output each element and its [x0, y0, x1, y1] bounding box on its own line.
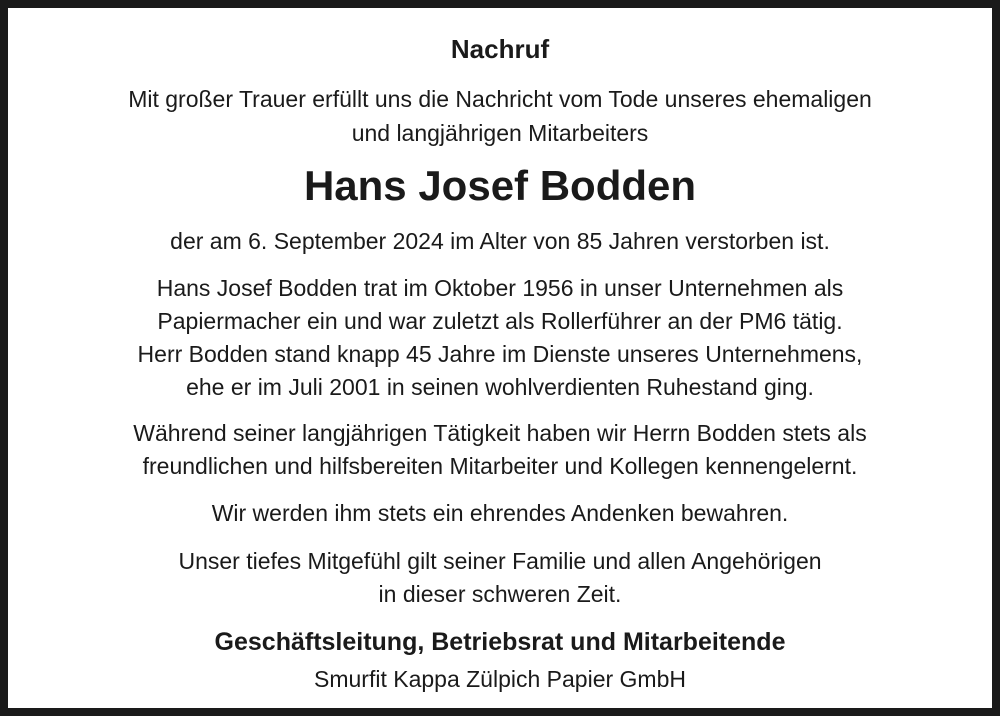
company-name: Smurfit Kappa Zülpich Papier GmbH: [314, 666, 686, 692]
condolence-line-1: Unser tiefes Mitgefühl gilt seiner Familie und allen Angehörigen: [178, 548, 822, 574]
tribute-line-2: freundlichen und hilfsbereiten Mitarbeiter und Kollegen kennengelernt.: [142, 453, 858, 479]
death-date-line: der am 6. September 2024 im Alter von 85 Jahren verstorben ist.: [170, 228, 830, 254]
deceased-name: Hans Josef Bodden: [303, 162, 697, 209]
condolence-line-2: in dieser schweren Zeit.: [378, 581, 622, 607]
tribute-line-1: Während seiner langjährigen Tätigkeit haben wir Herrn Bodden stets als: [133, 420, 867, 446]
intro-line-1: Mit großer Trauer erfüllt uns die Nachricht vom Tode unseres ehemaligen: [128, 86, 872, 112]
notice-heading: Nachruf: [450, 34, 550, 64]
career-line-1: Hans Josef Bodden trat im Oktober 1956 in unser Unternehmen als: [156, 275, 844, 301]
obituary-notice: [16, 16, 984, 700]
career-line-3: Herr Bodden stand knapp 45 Jahre im Dienste unseres Unternehmens,: [137, 341, 863, 367]
intro-line-2: und langjährigen Mitarbeiters: [351, 120, 649, 146]
career-line-2: Papiermacher ein und war zuletzt als Rollerführer an der PM6 tätig.: [157, 308, 843, 334]
career-line-4: ehe er im Juli 2001 in seinen wohlverdienten Ruhestand ging.: [186, 374, 814, 400]
memory-line: Wir werden ihm stets ein ehrendes Andenken bewahren.: [211, 500, 789, 526]
signatories: Geschäftsleitung, Betriebsrat und Mitarbeitende: [214, 628, 786, 656]
